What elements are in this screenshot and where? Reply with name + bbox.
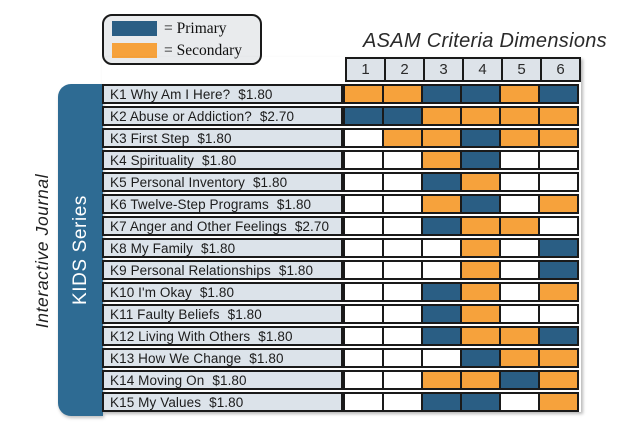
matrix-cell <box>538 392 579 412</box>
dimension-header-row <box>345 57 581 82</box>
matrix-cell <box>499 260 540 280</box>
journal-row <box>102 260 581 280</box>
journal-label-cell <box>102 348 343 368</box>
matrix-cell <box>421 84 462 104</box>
journal-price: $1.80 <box>209 394 244 410</box>
matrix-cell <box>382 260 423 280</box>
matrix-cell <box>460 106 501 126</box>
interactive-journal-label: Interactive Journal <box>32 173 52 329</box>
journal-label-cell <box>102 304 343 324</box>
legend-secondary-row <box>112 43 252 59</box>
journal-label-cell <box>102 370 343 390</box>
matrix-cell <box>343 238 384 258</box>
matrix-cell <box>499 216 540 236</box>
matrix-cell <box>538 216 579 236</box>
matrix-cell <box>499 194 540 214</box>
journal-label-cell <box>102 128 343 148</box>
journal-price: $1.80 <box>200 240 236 256</box>
matrix-cell <box>343 172 384 192</box>
matrix-cell <box>499 238 540 258</box>
matrix-cell <box>421 150 462 170</box>
matrix-cell <box>343 216 384 236</box>
journal-row <box>102 106 581 126</box>
matrix-cell <box>460 84 501 104</box>
journal-title: K5 Personal Inventory <box>110 174 245 190</box>
legend-primary-label: = Primary <box>164 20 227 37</box>
matrix-cell <box>538 260 579 280</box>
matrix-body <box>102 84 581 412</box>
journal-title: K12 Living With Others <box>110 328 251 344</box>
matrix-cell <box>343 326 384 346</box>
matrix-cell <box>499 348 540 368</box>
matrix-cell <box>382 304 423 324</box>
journal-price: $1.80 <box>227 306 262 322</box>
matrix-cell <box>499 172 540 192</box>
matrix-cell <box>499 106 540 126</box>
matrix-cell <box>382 370 423 390</box>
matrix-table <box>102 57 581 412</box>
journal-title: K15 My Values <box>110 394 202 410</box>
journal-price: $1.80 <box>249 350 284 366</box>
matrix-cell <box>382 326 423 346</box>
journal-title: K1 Why Am I Here? <box>110 86 231 102</box>
matrix-cell <box>499 370 540 390</box>
journal-label-cell <box>102 392 343 412</box>
matrix-cell <box>343 304 384 324</box>
matrix-cell <box>343 128 384 148</box>
matrix-cell <box>421 304 462 324</box>
matrix-cell <box>538 304 579 324</box>
matrix-cell <box>460 282 501 302</box>
dimension-header-cell: 5 <box>501 57 542 82</box>
matrix-cell <box>343 150 384 170</box>
matrix-cell <box>343 84 384 104</box>
matrix-cell <box>460 216 501 236</box>
kids-series-bar <box>58 84 103 416</box>
matrix-cell <box>460 348 501 368</box>
journal-label-cell <box>102 172 343 192</box>
matrix-cell <box>460 172 501 192</box>
matrix-cell <box>421 128 462 148</box>
matrix-cell <box>382 392 423 412</box>
journal-row <box>102 392 581 412</box>
journal-label-cell <box>102 260 343 280</box>
matrix-cell <box>421 216 462 236</box>
matrix-cell <box>538 194 579 214</box>
matrix-cell <box>460 238 501 258</box>
journal-price: $1.80 <box>197 130 232 146</box>
journal-label-cell <box>102 238 343 258</box>
dimension-header-cell: 2 <box>384 57 425 82</box>
matrix-cell <box>382 282 423 302</box>
journal-label-cell <box>102 326 343 346</box>
journal-label-cell <box>102 106 343 126</box>
journal-row <box>102 84 581 104</box>
journal-title: K3 First Step <box>110 130 190 146</box>
matrix-cell <box>421 172 462 192</box>
matrix-cell <box>460 370 501 390</box>
journal-row <box>102 216 581 236</box>
journal-price: $1.80 <box>276 196 312 212</box>
matrix-cell <box>538 128 579 148</box>
dimension-header-cell: 3 <box>423 57 464 82</box>
journal-title: K8 My Family <box>110 240 193 256</box>
kids-series-label: KIDS Series <box>69 194 91 306</box>
matrix-cell <box>343 282 384 302</box>
matrix-cell <box>382 194 423 214</box>
matrix-cell <box>538 172 579 192</box>
journal-title: K7 Anger and Other Feelings <box>110 218 287 234</box>
matrix-cell <box>421 392 462 412</box>
matrix-cell <box>382 150 423 170</box>
matrix-cell <box>343 392 384 412</box>
journal-title: K13 How We Change <box>110 350 242 366</box>
journal-price: $1.80 <box>258 328 293 344</box>
matrix-cell <box>343 348 384 368</box>
matrix-cell <box>460 304 501 324</box>
matrix-cell <box>343 194 384 214</box>
matrix-cell <box>499 326 540 346</box>
matrix-cell <box>499 282 540 302</box>
journal-label-cell <box>102 216 343 236</box>
matrix-cell <box>421 326 462 346</box>
matrix-cell <box>421 194 462 214</box>
journal-title: K6 Twelve-Step Programs <box>110 196 269 212</box>
matrix-cell <box>499 304 540 324</box>
journal-label-cell <box>102 194 343 214</box>
matrix-cell <box>499 150 540 170</box>
journal-price: $1.80 <box>252 174 288 190</box>
matrix-cell <box>421 282 462 302</box>
journal-title: K9 Personal Relationships <box>110 262 271 278</box>
journal-label-cell <box>102 282 343 302</box>
matrix-cell <box>538 106 579 126</box>
journal-price: $2.70 <box>259 108 295 124</box>
secondary-color-swatch <box>112 43 157 58</box>
matrix-cell <box>421 260 462 280</box>
matrix-cell <box>382 84 423 104</box>
matrix-cell <box>499 392 540 412</box>
matrix-cell <box>538 348 579 368</box>
dimension-header-cell: 6 <box>540 57 581 82</box>
dimension-header-cell: 1 <box>345 57 386 82</box>
matrix-cell <box>460 326 501 346</box>
journal-row <box>102 282 581 302</box>
journal-price: $1.80 <box>278 262 314 278</box>
matrix-cell <box>460 150 501 170</box>
matrix-cell <box>460 128 501 148</box>
matrix-cell <box>499 128 540 148</box>
journal-title: K2 Abuse or Addiction? <box>110 108 252 124</box>
matrix-cell <box>538 84 579 104</box>
journal-label-cell <box>102 84 343 104</box>
matrix-cell <box>421 106 462 126</box>
matrix-cell <box>382 106 423 126</box>
matrix-cell <box>421 370 462 390</box>
legend-primary-row <box>112 21 252 37</box>
journal-row <box>102 194 581 214</box>
journal-title: K4 Spirituality <box>110 152 195 168</box>
journal-row <box>102 370 581 390</box>
matrix-cell <box>343 260 384 280</box>
matrix-cell <box>460 260 501 280</box>
journal-row <box>102 348 581 368</box>
matrix-cell <box>343 370 384 390</box>
matrix-cell <box>382 348 423 368</box>
matrix-cell <box>421 238 462 258</box>
matrix-cell <box>460 392 501 412</box>
matrix-cell <box>343 106 384 126</box>
matrix-cell <box>421 348 462 368</box>
matrix-cell <box>538 326 579 346</box>
matrix-cell <box>382 216 423 236</box>
journal-title: K10 I'm Okay <box>110 284 192 300</box>
matrix-cell <box>538 282 579 302</box>
journal-title: K14 Moving On <box>110 372 205 388</box>
matrix-cell <box>499 84 540 104</box>
journal-price: $1.80 <box>212 372 247 388</box>
journal-row <box>102 238 581 258</box>
journal-row <box>102 150 581 170</box>
matrix-cell <box>382 238 423 258</box>
matrix-cell <box>538 150 579 170</box>
matrix-cell <box>538 370 579 390</box>
journal-label-cell <box>102 150 343 170</box>
journal-price: $1.80 <box>202 152 237 168</box>
legend-secondary-label: = Secondary <box>164 41 243 59</box>
journal-price: $2.70 <box>294 218 330 234</box>
journal-row <box>102 128 581 148</box>
matrix-cell <box>460 194 501 214</box>
matrix-cell <box>382 128 423 148</box>
journal-row <box>102 326 581 346</box>
chart-title: ASAM Criteria Dimensions <box>363 30 607 52</box>
journal-title: K11 Faulty Beliefs <box>110 306 220 322</box>
dimension-header-cell: 4 <box>462 57 503 82</box>
matrix-cell <box>382 172 423 192</box>
journal-row <box>102 172 581 192</box>
primary-color-swatch <box>112 21 157 36</box>
journal-price: $1.80 <box>238 86 273 102</box>
matrix-cell <box>538 238 579 258</box>
journal-price: $1.80 <box>199 284 235 300</box>
journal-row <box>102 304 581 324</box>
